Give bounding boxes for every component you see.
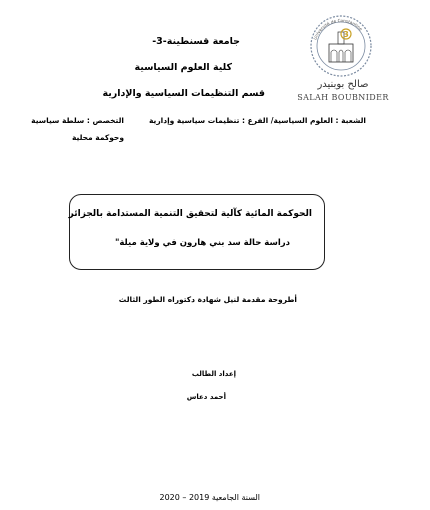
logo-number: 3 (343, 29, 349, 39)
logo-latin-text: SALAH BOUBNIDER (297, 93, 389, 102)
academic-year: السنة الجامعية 2019 – 2020 (159, 493, 260, 502)
university-name: جامعة قسنطينة-3- (152, 36, 240, 47)
logo-arabic-text: صالح بوبنيدر (317, 79, 369, 90)
university-logo (291, 8, 391, 108)
svg-text:Université de Constantine: Université de Constantine (312, 17, 364, 41)
thesis-title: الحوكمة المائية كآلية لتحقيق التنمية المستدامة بالجزائر (68, 209, 312, 219)
specialty-line-2: وحوكمة محلية (71, 133, 124, 142)
thesis-description: أطروحة مقدمة لنيل شهادة دكتوراه الطور الثالث (118, 295, 297, 304)
branch-line: الشعبة : العلوم السياسية/ الفرع : تنظيمات سياسية وإدارية (148, 116, 366, 125)
specialty-line: التخصص : سلطة سياسية (31, 116, 124, 125)
department-name: قسم التنظيمات السياسية والإدارية (102, 88, 265, 99)
title-box (69, 194, 325, 270)
prepared-by-label: إعداد الطالب (191, 370, 236, 378)
faculty-name: كلية العلوم السياسية (134, 62, 232, 73)
student-name: أحمد دعاس (186, 393, 226, 401)
thesis-subtitle: دراسة حالة سد بني هارون في ولاية ميلة" (114, 238, 290, 248)
